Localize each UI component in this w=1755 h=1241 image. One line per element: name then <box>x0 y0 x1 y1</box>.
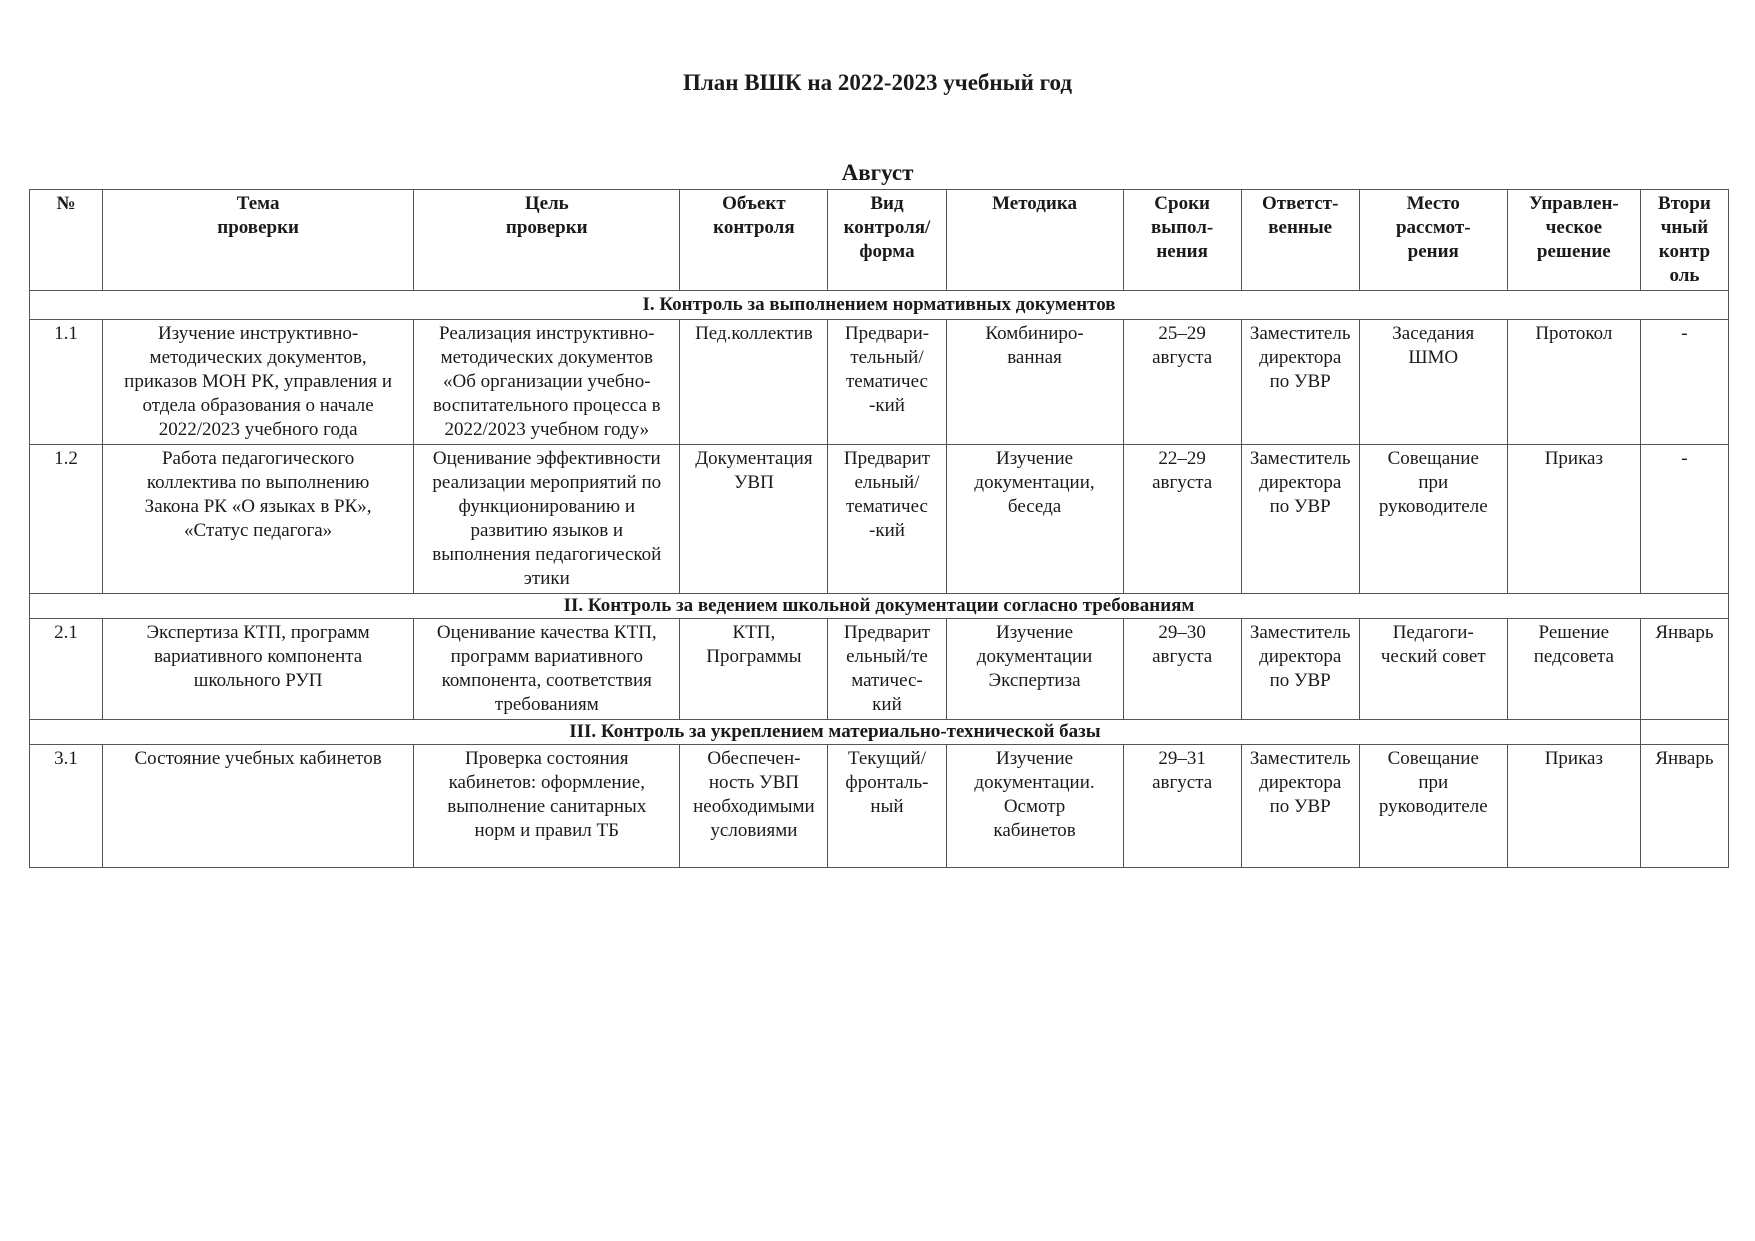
cell-line: августа <box>1152 347 1213 368</box>
cell-terms <box>1123 619 1241 720</box>
cell-num: 1.2 <box>30 445 103 594</box>
cell-line: Протокол <box>1535 323 1613 344</box>
table-row <box>30 445 1729 594</box>
cell-line: решение <box>1536 241 1611 262</box>
cell-num: 2.1 <box>30 619 103 720</box>
cell-line: Оценивание качества КТП, <box>436 622 657 643</box>
cell-responsible <box>1241 619 1359 720</box>
cell-decision <box>1507 445 1640 594</box>
cell-line: программ вариативного <box>450 646 643 667</box>
cell-line: Изучение <box>996 622 1074 643</box>
cell-line: методических документов, <box>149 347 367 368</box>
cell-object <box>680 745 828 868</box>
cell-line: венные <box>1268 217 1333 238</box>
header-method: Методика <box>946 190 1123 291</box>
section-row <box>30 594 1729 619</box>
cell-line: Заместитель <box>1249 748 1351 769</box>
cell-line: Совещание <box>1387 748 1479 769</box>
cell-line: августа <box>1152 646 1213 667</box>
cell-line: УВП <box>733 472 774 493</box>
cell-line: Текущий/ <box>847 748 926 769</box>
cell-line: документации, <box>974 472 1095 493</box>
cell-line: Заместитель <box>1249 448 1351 469</box>
cell-line: Закона РК «О языках в РК», <box>144 496 372 517</box>
header-row <box>30 190 1729 291</box>
cell-line: документации. <box>974 772 1095 793</box>
cell-line: августа <box>1152 472 1213 493</box>
cell-line: матичес- <box>851 670 923 691</box>
cell-type <box>828 320 946 445</box>
cell-line: ванная <box>1007 347 1062 368</box>
cell-line: Январь <box>1655 622 1714 643</box>
cell-line: Январь <box>1655 748 1714 769</box>
cell-line: Документация <box>695 448 813 469</box>
section-title: III. Контроль за укреплением материально-технической базы <box>30 720 1641 745</box>
cell-line: Обеспечен- <box>707 748 801 769</box>
cell-line: контроля <box>713 217 795 238</box>
cell-line: тематичес <box>846 371 928 392</box>
cell-line: руководителе <box>1378 496 1488 517</box>
cell-line: Объект <box>722 193 786 214</box>
cell-line: Предвари- <box>844 323 930 344</box>
cell-line: вариативного компонента <box>153 646 363 667</box>
cell-object <box>680 320 828 445</box>
cell-topic <box>103 619 414 720</box>
cell-line: Реализация инструктивно- <box>439 323 655 344</box>
header-topic <box>103 190 414 291</box>
cell-line: по УВР <box>1269 496 1331 517</box>
cell-line: Тема <box>236 193 280 214</box>
cell-line: выполнения педагогической <box>432 544 662 565</box>
section-title: I. Контроль за выполнением нормативных документов <box>30 291 1729 320</box>
cell-num: 1.1 <box>30 320 103 445</box>
cell-line: кий <box>872 694 902 715</box>
cell-line: требованиям <box>494 694 599 715</box>
section-row <box>30 720 1729 745</box>
table-row <box>30 320 1729 445</box>
cell-line: ельный/те <box>846 646 928 667</box>
cell-line: по УВР <box>1269 796 1331 817</box>
cell-line: - <box>1681 323 1688 344</box>
cell-topic <box>103 320 414 445</box>
cell-place <box>1359 445 1507 594</box>
month-title: Август <box>841 160 914 185</box>
cell-line: условиями <box>710 820 798 841</box>
cell-line: выполнение санитарных <box>447 796 647 817</box>
cell-line: школьного РУП <box>193 670 323 691</box>
cell-line: Работа педагогического <box>161 448 355 469</box>
cell-line: Экспертиза <box>988 670 1081 691</box>
cell-secondary <box>1640 745 1728 868</box>
cell-line: Вид <box>870 193 904 214</box>
cell-line: реализации мероприятий по <box>432 472 662 493</box>
section-empty-cell <box>1640 720 1728 745</box>
cell-line: директора <box>1259 646 1342 667</box>
cell-line: необходимыми <box>693 796 815 817</box>
header-terms <box>1123 190 1241 291</box>
cell-line: контр <box>1658 241 1711 262</box>
cell-line: Проверка состояния <box>465 748 629 769</box>
cell-line: Приказ <box>1544 448 1603 469</box>
cell-line: контроля/ <box>843 217 931 238</box>
cell-line: чный <box>1660 217 1709 238</box>
cell-line: Цель <box>524 193 569 214</box>
cell-line: -кий <box>869 520 905 541</box>
cell-place <box>1359 320 1507 445</box>
cell-line: Приказ <box>1544 748 1603 769</box>
header-place <box>1359 190 1507 291</box>
cell-line: руководителе <box>1378 796 1488 817</box>
cell-line: ШМО <box>1408 347 1459 368</box>
cell-method <box>946 745 1123 868</box>
cell-line: Комбиниро- <box>985 323 1084 344</box>
cell-line: Заместитель <box>1249 622 1351 643</box>
cell-line: рассмот- <box>1395 217 1471 238</box>
cell-line: кабинетов: оформление, <box>448 772 645 793</box>
cell-line: 22–29 <box>1158 448 1206 469</box>
cell-topic <box>103 745 414 868</box>
cell-responsible <box>1241 320 1359 445</box>
cell-type <box>828 445 946 594</box>
cell-line: оль <box>1669 265 1700 286</box>
cell-secondary <box>1640 445 1728 594</box>
cell-line: нения <box>1156 241 1208 262</box>
cell-responsible <box>1241 445 1359 594</box>
cell-line: тельный/ <box>850 347 924 368</box>
cell-line: Изучение <box>996 748 1074 769</box>
header-object <box>680 190 828 291</box>
cell-line: Заместитель <box>1249 323 1351 344</box>
cell-line: при <box>1418 772 1449 793</box>
cell-line: функционированию и <box>458 496 636 517</box>
cell-goal <box>414 445 680 594</box>
cell-line: 29–30 <box>1158 622 1206 643</box>
cell-line: Состояние учебных кабинетов <box>134 748 382 769</box>
cell-line: Предварит <box>843 448 931 469</box>
control-plan-table <box>29 189 1729 868</box>
cell-line: Совещание <box>1387 448 1479 469</box>
cell-line: - <box>1681 448 1688 469</box>
cell-line: «Статус педагога» <box>184 520 333 541</box>
cell-line: тематичес <box>846 496 928 517</box>
header-secondary <box>1640 190 1728 291</box>
cell-line: по УВР <box>1269 371 1331 392</box>
cell-line: рения <box>1407 241 1459 262</box>
cell-line: Предварит <box>843 622 931 643</box>
cell-line: кабинетов <box>993 820 1076 841</box>
cell-line: 2022/2023 учебного года <box>158 419 358 440</box>
cell-object <box>680 619 828 720</box>
cell-line: фронталь- <box>845 772 929 793</box>
cell-num: 3.1 <box>30 745 103 868</box>
header-num: № <box>30 190 103 291</box>
cell-method <box>946 320 1123 445</box>
cell-line: ность УВП <box>708 772 799 793</box>
cell-line: Программы <box>706 646 802 667</box>
cell-goal <box>414 619 680 720</box>
cell-line: документации <box>976 646 1093 667</box>
cell-line: Ответст- <box>1261 193 1339 214</box>
cell-line: при <box>1418 472 1449 493</box>
cell-line: 29–31 <box>1158 748 1206 769</box>
cell-line: Пед.коллектив <box>695 323 813 344</box>
header-type <box>828 190 946 291</box>
section-row <box>30 291 1729 320</box>
cell-line: коллектива по выполнению <box>146 472 370 493</box>
cell-line: беседа <box>1007 496 1062 517</box>
table-row <box>30 745 1729 868</box>
cell-goal <box>414 745 680 868</box>
cell-line: августа <box>1152 772 1213 793</box>
cell-line: Осмотр <box>1003 796 1066 817</box>
cell-line: Решение <box>1538 622 1610 643</box>
cell-line: 2022/2023 учебном году» <box>444 419 650 440</box>
cell-line: проверки <box>217 217 299 238</box>
cell-type <box>828 745 946 868</box>
header-decision <box>1507 190 1640 291</box>
cell-topic <box>103 445 414 594</box>
cell-method <box>946 619 1123 720</box>
cell-decision <box>1507 619 1640 720</box>
cell-decision <box>1507 745 1640 868</box>
cell-line: проверки <box>505 217 588 238</box>
cell-line: компонента, соответствия <box>441 670 652 691</box>
cell-terms <box>1123 320 1241 445</box>
cell-line: выпол- <box>1150 217 1214 238</box>
page-title: План ВШК на 2022-2023 учебный год <box>683 70 1072 95</box>
cell-line: развитию языков и <box>470 520 624 541</box>
cell-responsible <box>1241 745 1359 868</box>
cell-line: -кий <box>869 395 905 416</box>
cell-place <box>1359 745 1507 868</box>
cell-line: директора <box>1259 347 1342 368</box>
cell-terms <box>1123 745 1241 868</box>
cell-line: 25–29 <box>1158 323 1206 344</box>
header-goal <box>414 190 680 291</box>
table-row <box>30 619 1729 720</box>
cell-line: Изучение <box>996 448 1074 469</box>
cell-line: Заседания <box>1392 323 1475 344</box>
cell-line: норм и правил ТБ <box>474 820 620 841</box>
cell-place <box>1359 619 1507 720</box>
cell-line: «Об организации учебно- <box>443 371 651 392</box>
cell-line: Экспертиза КТП, программ <box>146 622 370 643</box>
cell-line: педсовета <box>1533 646 1614 667</box>
cell-line: форма <box>859 241 915 262</box>
cell-line: Оценивание эффективности <box>432 448 661 469</box>
cell-line: приказов МОН РК, управления и <box>124 371 393 392</box>
cell-line: КТП, <box>732 622 776 643</box>
cell-line: отдела образования о начале <box>142 395 374 416</box>
cell-line: директора <box>1259 472 1342 493</box>
cell-line: директора <box>1259 772 1342 793</box>
cell-line: воспитательного процесса в <box>432 395 661 416</box>
cell-decision <box>1507 320 1640 445</box>
header-responsible <box>1241 190 1359 291</box>
cell-secondary <box>1640 619 1728 720</box>
cell-line: методических документов <box>440 347 653 368</box>
cell-object <box>680 445 828 594</box>
cell-line: Управлен- <box>1528 193 1619 214</box>
cell-line: ческое <box>1545 217 1603 238</box>
cell-line: этики <box>523 568 570 589</box>
cell-line: Изучение инструктивно- <box>157 323 359 344</box>
cell-line: Втори <box>1658 193 1711 214</box>
cell-line: Педагоги- <box>1392 622 1474 643</box>
cell-line: Сроки <box>1154 193 1210 214</box>
cell-line: Место <box>1406 193 1460 214</box>
cell-type <box>828 619 946 720</box>
section-title: II. Контроль за ведением школьной документации согласно требованиям <box>30 594 1729 619</box>
cell-goal <box>414 320 680 445</box>
cell-line: ельный/ <box>854 472 920 493</box>
cell-terms <box>1123 445 1241 594</box>
cell-line: ный <box>870 796 904 817</box>
cell-line: ческий совет <box>1380 646 1486 667</box>
cell-line: по УВР <box>1269 670 1331 691</box>
cell-secondary <box>1640 320 1728 445</box>
cell-method <box>946 445 1123 594</box>
